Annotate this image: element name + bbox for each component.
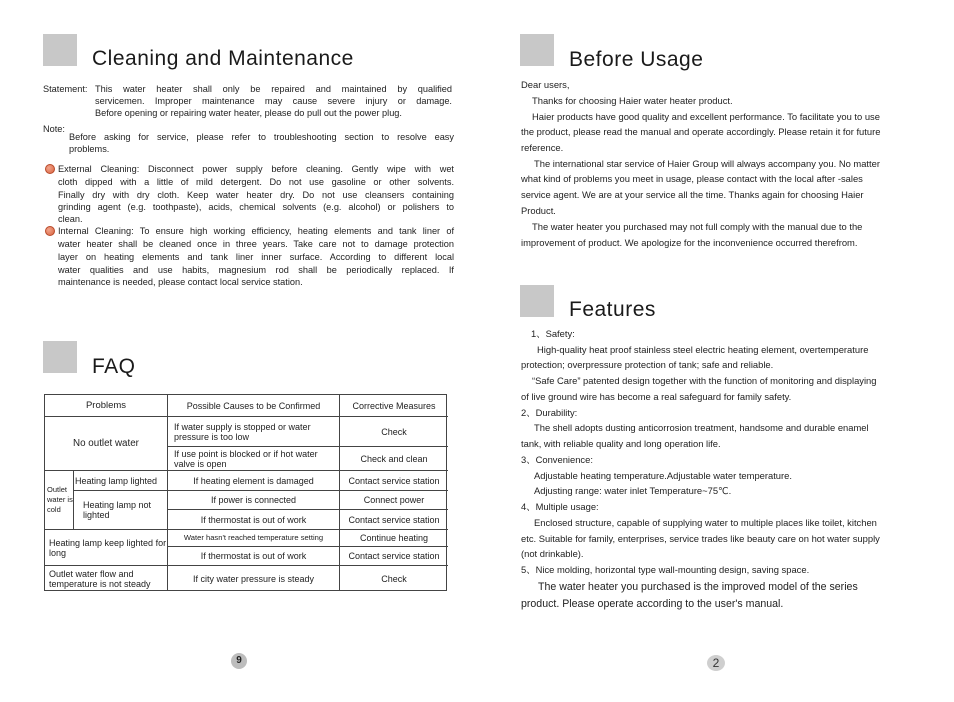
fix-continue: Continue heating — [359, 533, 429, 543]
internal-line-5: maintenance is needed, please contact local service station. — [58, 277, 303, 287]
cause-supply: If water supply is stopped or water pressure is too low — [174, 421, 311, 442]
closing-line: The water heater you purchased is the improved model of the series — [538, 581, 858, 593]
before-usage-line: Dear users, — [521, 79, 570, 90]
features-line: protection; overpressure protection of tank; safe and reliable. — [521, 359, 774, 370]
problem-lamp-keep-lighted: Heating lamp keep lighted for long — [49, 537, 167, 558]
fix-service: Contact service station — [348, 551, 440, 561]
section-marker-features — [520, 285, 554, 317]
cause-thermostat: If thermostat is out of work — [200, 551, 307, 561]
page-number: 9 — [231, 653, 247, 669]
before-usage-line: The international star service of Haier Group will always accompany you. No matter — [534, 158, 880, 169]
before-usage-line: reference. — [521, 142, 564, 153]
cause-blocked: If use point is blocked or if hot water valve is open — [174, 448, 318, 469]
external-line-1: External Cleaning: Disconnect power supply before cleaning. Gently wipe with wet — [58, 164, 454, 174]
features-title: Features — [569, 298, 656, 321]
note-line-1: Before asking for service, please refer to troubleshooting section to resolve easy — [69, 132, 454, 142]
internal-line-2: water heater shall be cleaned once in three years. Take care not to damage protection — [58, 239, 454, 249]
cause-temperature: Water hasn't reached temperature setting — [183, 533, 324, 542]
sub-lamp-not-lighted: Heating lamp not lighted — [83, 500, 152, 520]
features-line: tank, with reliable quality and long operation life. — [521, 438, 721, 449]
statement-line-2: servicemen. Improper maintenance may cause severe injury or damage. — [95, 96, 452, 106]
problem-flow-unsteady: Outlet water flow and temperature is not steady — [49, 568, 151, 589]
faq-table — [44, 394, 447, 591]
before-usage-line: the product, please read the manual and operate accordingly. Please retain it for future — [521, 126, 881, 137]
fix-service: Contact service station — [348, 475, 440, 486]
features-line: Enclosed structure, capable of supplying water to multiple places like toilet, kitchen — [534, 517, 877, 528]
external-line-3: Finally dry with dry cloth. Keep water heater dry. Do not use cleansers containing — [58, 190, 454, 200]
features-line: “Safe Care” patented design together with the function of monitoring and displaying — [532, 375, 877, 386]
sub-lamp-lighted: Heating lamp lighted — [75, 475, 158, 486]
features-line: Adjusting range: water inlet Temperature~75℃. — [534, 485, 732, 496]
before-usage-line: Haier products have good quality and excellent performance. To facilitate you to use — [532, 111, 880, 122]
internal-line-3: layer on heating elements and tank liner inner surface. According to different local — [58, 252, 454, 262]
closing-line: product. Please operate according to the user's manual. — [521, 598, 784, 610]
section-marker-cleaning — [43, 34, 77, 66]
external-line-2: cloth dipped with a little of mild detergent. Do not use gasoline or other solvents. — [58, 177, 454, 187]
before-usage-line: what kind of problems you meet in usage, please contact with the local after -sales — [521, 173, 863, 184]
features-line: High-quality heat proof stainless steel electric heating element, overtemperature — [537, 344, 869, 355]
fix-check: Check — [381, 573, 407, 584]
cause-element: If heating element is damaged — [193, 475, 314, 486]
page-number: 2 — [707, 655, 725, 671]
faq-title: FAQ — [92, 355, 136, 378]
fix-service: Contact service station — [348, 514, 440, 525]
features-line: 4、Multiple usage: — [521, 501, 599, 512]
problem-outlet-cold: Outlet water is cold — [47, 485, 73, 514]
features-line: Adjustable heating temperature.Adjustable water temperature. — [534, 470, 792, 481]
statement-label: Statement: — [43, 84, 88, 94]
cause-thermostat: If thermostat is out of work — [200, 514, 307, 525]
before-usage-line: The water heater you purchased may not full comply with the manual due to the — [532, 221, 863, 232]
features-line: 2、Durability: — [521, 407, 578, 418]
features-line: 5、Nice molding, horizontal type wall-mounting design, saving space. — [521, 564, 810, 575]
features-line: etc. Suitable for family, enterprises, service trades like beauty care on hot water supply — [521, 533, 880, 544]
features-line: 3、Convenience: — [521, 454, 593, 465]
bullet-icon — [45, 226, 55, 236]
external-line-5: clean. — [58, 214, 83, 224]
features-line: 1、Safety: — [531, 328, 575, 339]
cleaning-title: Cleaning and Maintenance — [92, 47, 354, 70]
features-line: The shell adopts dusting anticorrosion treatment, handsome and durable enamel — [534, 422, 869, 433]
note-line-2: problems. — [69, 144, 110, 154]
bullet-icon — [45, 164, 55, 174]
header-causes: Possible Causes to be Confirmed — [186, 400, 321, 411]
section-marker-faq — [43, 341, 77, 373]
fix-check: Check — [381, 426, 407, 437]
before-usage-title: Before Usage — [569, 48, 704, 71]
note-label: Note: — [43, 124, 65, 134]
before-usage-line: Product. — [521, 205, 556, 216]
header-problems: Problems — [85, 399, 127, 411]
fix-power: Connect power — [363, 495, 425, 505]
before-usage-line: service agent. We are at your service all the time. Thanks again for choosing Haier — [521, 189, 864, 200]
header-measures: Corrective Measures — [352, 400, 436, 411]
internal-line-1: Internal Cleaning: To ensure high working efficiency, heating elements and tank liner of — [58, 226, 454, 236]
problem-no-outlet-water: No outlet water — [73, 437, 139, 449]
before-usage-line: Thanks for choosing Haier water heater product. — [532, 95, 733, 106]
features-line: of live ground wire has become a real safeguard for family safety. — [521, 391, 792, 402]
section-marker-before-usage — [520, 34, 554, 66]
cause-city-pressure: If city water pressure is steady — [192, 573, 315, 584]
internal-line-4: water qualities and use habits, magnesium rod shall be periodically replaced. If — [58, 265, 454, 275]
statement-line-1: This water heater shall only be repaired and maintained by qualified — [95, 84, 452, 94]
fix-check-clean: Check and clean — [360, 453, 428, 464]
external-line-4: grinding agent (e.g. toothpaste), acids, chemical solvents (e.g. alcohol) or polishers to — [58, 202, 454, 212]
features-line: (not drinkable). — [521, 548, 584, 559]
statement-line-3: Before opening or repairing water heater, please do pull out the power plug. — [95, 108, 402, 118]
cause-power: If power is connected — [210, 495, 297, 505]
before-usage-line: improvement of product. We apologize for the inconvenience occurred therefrom. — [521, 237, 858, 248]
